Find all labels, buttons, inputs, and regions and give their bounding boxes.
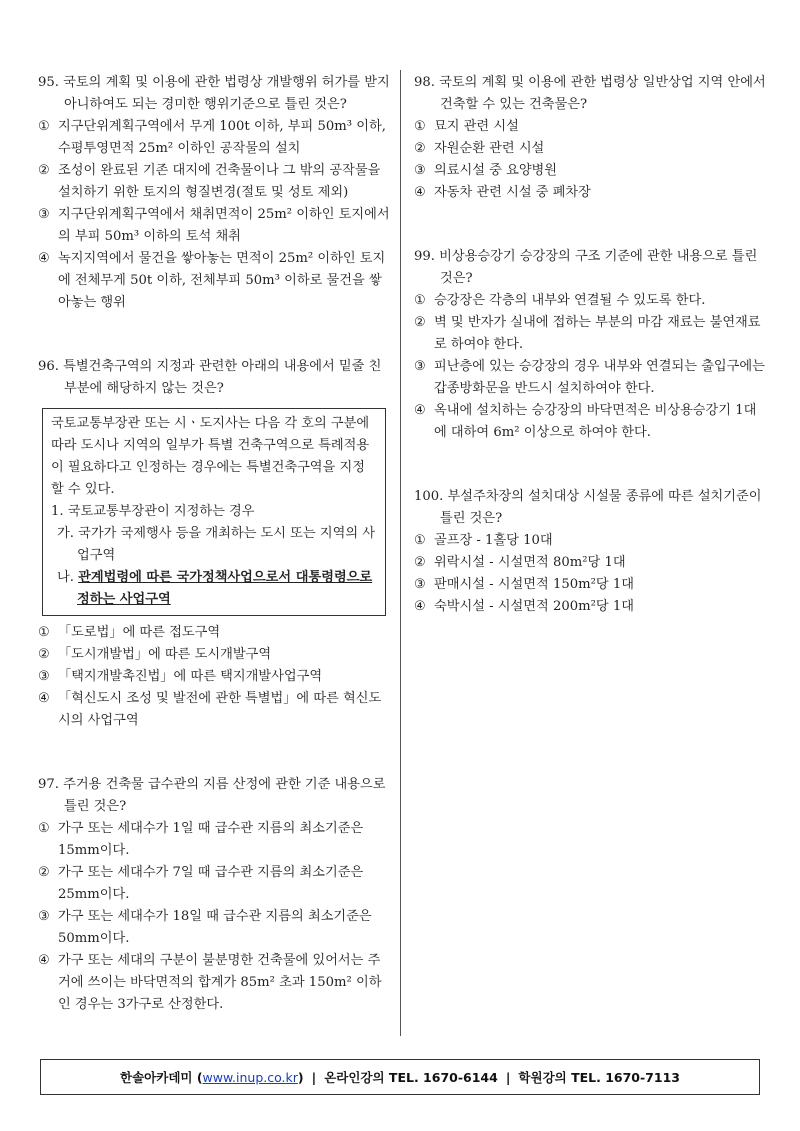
choice-text: 가구 또는 세대수가 1일 때 급수관 지름의 최소기준은 15mm이다. (58, 821, 364, 858)
left-column (38, 72, 390, 1016)
choice-item (414, 596, 766, 618)
choice-item (414, 138, 766, 160)
choice-text: 가구 또는 세대의 구분이 불분명한 건축물에 있어서는 주거에 쓰이는 바닥면적의 합계가 85m² 초과 150m² 이하인 경우는 3가구로 산정한다. (58, 953, 382, 1012)
choice-item (414, 552, 766, 574)
choice-item (38, 862, 390, 906)
choice-item (38, 160, 390, 204)
choice-list (414, 290, 766, 444)
choice-item (38, 818, 390, 862)
choice-text: 골프장 - 1홀당 10대 (434, 533, 553, 548)
question-99 (414, 246, 766, 444)
choice-text: 가구 또는 세대수가 7일 때 급수관 지름의 최소기준은 25mm이다. (58, 865, 364, 902)
choice-item (414, 116, 766, 138)
choice-mark: ② (38, 647, 50, 662)
choice-mark: ② (414, 315, 426, 330)
choice-item (414, 400, 766, 444)
choice-mark: ① (38, 625, 50, 640)
choice-text: 「혁신도시 조성 및 발전에 관한 특별법」에 따른 혁신도시의 사업구역 (58, 691, 382, 728)
choice-text: 조성이 완료된 기존 대지에 건축물이나 그 밖의 공작물을 설치하기 위한 토지의 형질변경(절토 및 성토 제외) (58, 163, 381, 200)
academy-link[interactable]: www.inup.co.kr (202, 1069, 298, 1085)
choice-item (38, 666, 390, 688)
choice-mark: ① (38, 119, 50, 134)
question-96 (38, 356, 390, 732)
choice-item (414, 574, 766, 596)
choice-mark: ② (414, 141, 426, 156)
choice-text: 지구단위계획구역에서 무게 100t 이하, 부피 50m³ 이하, 수평투영면적 25m² 이하인 공작물의 설치 (58, 119, 386, 156)
choice-item (38, 906, 390, 950)
choice-list (38, 622, 390, 732)
choice-item (38, 204, 390, 248)
question-100 (414, 486, 766, 618)
choice-text: 지구단위계획구역에서 채취면적이 25m² 이하인 토지에서의 부피 50m³ 이하의 토석 채취 (58, 207, 390, 244)
choice-item (414, 290, 766, 312)
box-item: 1. 국토교통부장관이 지정하는 경우 (51, 504, 255, 519)
question-title: 97. 주거용 건축물 급수관의 지름 산정에 관한 기준 내용으로 틀린 것은? (38, 777, 386, 814)
separator: | (505, 1069, 511, 1085)
choice-text: 자원순환 관련 시설 (434, 141, 545, 156)
choice-text: 가구 또는 세대수가 18일 때 급수관 지름의 최소기준은 50mm이다. (58, 909, 372, 946)
question-title: 100. 부설주차장의 설치대상 시설물 종류에 따른 설치기준이 틀린 것은? (414, 489, 762, 526)
question-title: 98. 국토의 계획 및 이용에 관한 법령상 일반상업 지역 안에서 건축할 수 있는 건축물은? (414, 75, 766, 112)
choice-item (414, 356, 766, 400)
choice-item (38, 116, 390, 160)
choice-text: 옥내에 설치하는 승강장의 바닥면적은 비상용승강기 1대에 대하여 6m² 이상으로 하여야 한다. (434, 403, 757, 440)
choice-text: 자동차 관련 시설 중 폐차장 (434, 185, 591, 200)
choice-item (38, 644, 390, 666)
footer-box (40, 1059, 760, 1095)
choice-text: 「도로법」에 따른 접도구역 (58, 625, 221, 640)
choice-item (38, 248, 390, 314)
choice-item (414, 160, 766, 182)
choice-item (414, 530, 766, 552)
choice-list (414, 530, 766, 618)
choice-text: 묘지 관련 시설 (434, 119, 519, 134)
choice-text: 숙박시설 - 시설면적 200m²당 1대 (434, 599, 634, 614)
online-tel: 온라인강의 TEL. 1670-6144 (324, 1070, 498, 1085)
choice-mark: ④ (38, 251, 50, 266)
choice-text: 위락시설 - 시설면적 80m²당 1대 (434, 555, 626, 570)
choice-item (38, 950, 390, 1016)
column-divider (400, 70, 401, 1036)
offline-tel: 학원강의 TEL. 1670-7113 (518, 1070, 680, 1085)
box-subitem-underlined (51, 567, 377, 611)
choice-mark: ① (38, 821, 50, 836)
reference-box (42, 408, 386, 616)
choice-item (38, 688, 390, 732)
choice-text: 「도시개발법」에 따른 도시개발구역 (58, 647, 272, 662)
choice-text: 벽 및 반자가 실내에 접하는 부분의 마감 재료는 불연재료로 하여야 한다. (434, 315, 761, 352)
box-subitem: 가. 국가가 국제행사 등을 개최하는 도시 또는 지역의 사업구역 (57, 526, 375, 563)
choice-mark: ② (38, 163, 50, 178)
subitem-prefix: 나. (57, 570, 79, 585)
choice-mark: ④ (414, 403, 426, 418)
choice-mark: ③ (414, 163, 426, 178)
question-title: 99. 비상용승강기 승강장의 구조 기준에 관한 내용으로 틀린 것은? (414, 249, 758, 286)
choice-mark: ③ (38, 669, 50, 684)
choice-item (414, 312, 766, 356)
choice-mark: ③ (414, 359, 426, 374)
choice-item (414, 182, 766, 204)
box-intro: 국토교통부장관 또는 시ㆍ도지사는 다음 각 호의 구분에 따라 도시나 지역의 일부가 특별 건축구역으로 특례적용이 필요하다고 인정하는 경우에는 특별건축구역을 지정할 수 있다. (51, 416, 370, 497)
choice-list (38, 818, 390, 1016)
choice-item (38, 622, 390, 644)
choice-mark: ④ (414, 185, 426, 200)
choice-mark: ② (414, 555, 426, 570)
choice-text: 「택지개발촉진법」에 따른 택지개발사업구역 (58, 669, 323, 684)
choice-list (38, 116, 390, 314)
choice-text: 피난층에 있는 승강장의 경우 내부와 연결되는 출입구에는 갑종방화문을 반드시 설치하여야 한다. (434, 359, 765, 396)
choice-mark: ① (414, 293, 426, 308)
choice-mark: ④ (38, 953, 50, 968)
question-title: 95. 국토의 계획 및 이용에 관한 법령상 개발행위 허가를 받지 아니하여도 되는 경미한 행위기준으로 틀린 것은? (38, 75, 390, 112)
choice-mark: ③ (38, 207, 50, 222)
question-97 (38, 774, 390, 1016)
choice-text: 판매시설 - 시설면적 150m²당 1대 (434, 577, 634, 592)
choice-mark: ① (414, 119, 426, 134)
separator: | (311, 1069, 317, 1085)
academy-name: 한솔아카데미 ( (120, 1070, 203, 1085)
choice-mark: ① (414, 533, 426, 548)
choice-list (414, 116, 766, 204)
choice-text: 녹지지역에서 물건을 쌓아놓는 면적이 25m² 이하인 토지에 전체무게 50t 이하, 전체부피 50m³ 이하로 물건을 쌓아놓는 행위 (58, 251, 386, 310)
question-95 (38, 72, 390, 314)
underlined-text: 관계법령에 따른 국가정책사업으로서 대통령령으로 정하는 사업구역 (77, 570, 373, 607)
question-title: 96. 특별건축구역의 지정과 관련한 아래의 내용에서 밑줄 친 부분에 해당하지 않는 것은? (38, 359, 382, 396)
choice-mark: ④ (38, 691, 50, 706)
choice-mark: ④ (414, 599, 426, 614)
choice-mark: ③ (38, 909, 50, 924)
choice-mark: ② (38, 865, 50, 880)
choice-text: 승강장은 각층의 내부와 연결될 수 있도록 한다. (434, 293, 706, 308)
choice-mark: ③ (414, 577, 426, 592)
right-column (414, 72, 766, 618)
academy-close: ) (297, 1069, 304, 1085)
question-98 (414, 72, 766, 204)
choice-text: 의료시설 중 요양병원 (434, 163, 558, 178)
